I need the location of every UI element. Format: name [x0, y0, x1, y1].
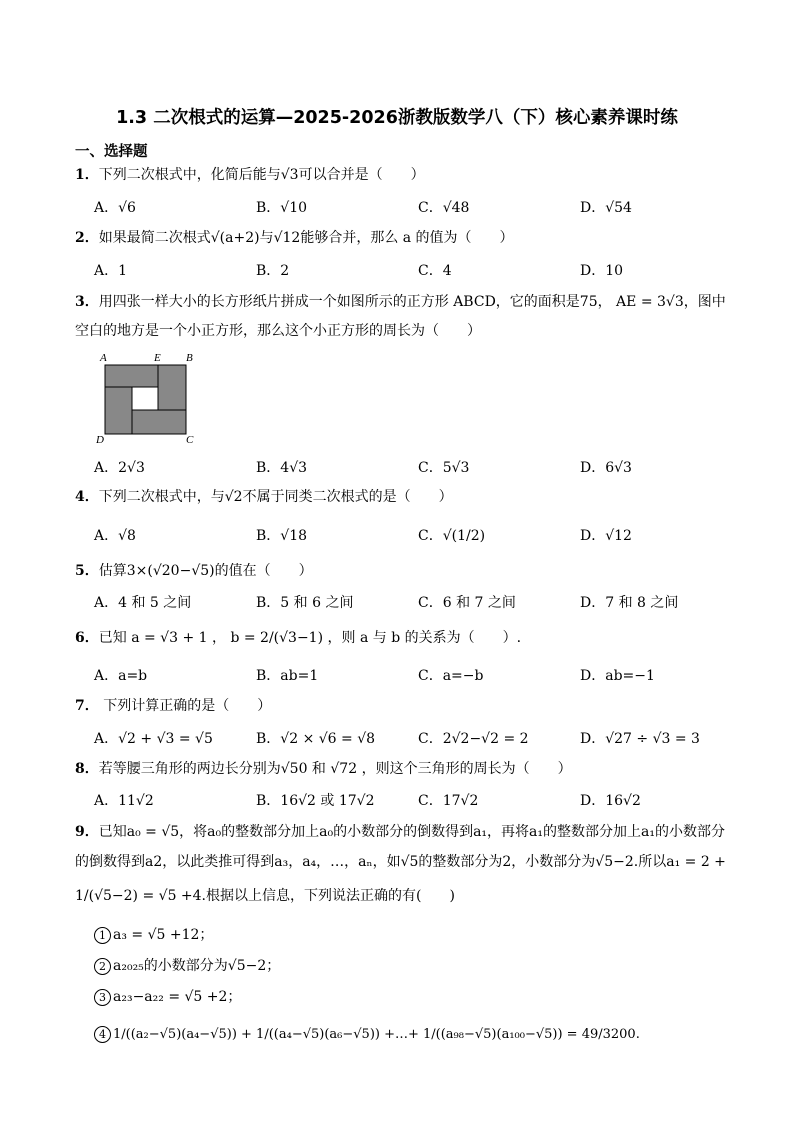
option-d: D．16√2 [580, 793, 641, 809]
question-number: 8． [75, 761, 99, 777]
question-9 [75, 822, 725, 842]
label-a: A [100, 352, 107, 364]
option-d: D．7 和 8 之间 [580, 595, 679, 611]
option-a: A．√8 [94, 528, 136, 544]
question-number: 9． [75, 824, 99, 840]
option-a: A．4 和 5 之间 [94, 595, 192, 611]
label-b: B [186, 352, 193, 364]
option-b: B．ab=1 [256, 668, 319, 684]
question-4 [75, 487, 453, 507]
option-d: D．√27 ÷ √3 = 3 [580, 731, 700, 747]
option-b: B．√18 [256, 528, 308, 544]
question-number: 2． [75, 230, 99, 246]
question-9-line-3: 1/(√5−2) = √5 +4.根据以上信息，下列说法正确的有( ) [75, 888, 455, 904]
option-c: C．5√3 [418, 460, 470, 476]
circled-number-3: 3 [94, 989, 111, 1006]
label-d: D [96, 434, 104, 444]
question-text: 已知 a = √3 + 1 ， b = 2/(√3−1) ，则 a 与 b 的关系为（ ）. [98, 630, 522, 646]
question-number: 5． [75, 563, 99, 579]
question-number: 3． [75, 294, 99, 310]
question-1 [75, 165, 425, 185]
option-b: B．√2 × √6 = √8 [256, 731, 376, 747]
question-text: 已知a₀ = √5，将a₀的整数部分加上a₀的小数部分的倒数得到a₁，再将a₁的整数部分加上a₁的小数部分 [98, 824, 725, 840]
label-e: E [154, 352, 161, 364]
question-3-line-2: 空白的地方是一个小正方形，那么这个小正方形的周长为（ ） [75, 323, 481, 339]
question-text: 下列二次根式中，化简后能与√3可以合并是（ ） [98, 167, 425, 183]
option-b: B．4√3 [256, 460, 308, 476]
statement-4: 4 1/((a₂−√5)(a₄−√5)) + 1/((a₄−√5)(a₆−√5)) +…+ 1/((a₉₈−√5)(a₁₀₀−√5)) = 49/3200. [94, 1025, 640, 1045]
option-b: B．2 [256, 263, 290, 279]
option-a: A．11√2 [94, 793, 154, 809]
option-c: C．√(1/2) [418, 528, 486, 544]
question-number: 1． [75, 167, 99, 183]
question-7 [75, 696, 271, 716]
option-c: C．4 [418, 263, 452, 279]
option-b: B．√10 [256, 200, 308, 216]
question-text: 若等腰三角形的两边长分别为√50 和 √72 ，则这个三角形的周长为（ ） [98, 761, 572, 777]
inner-square [132, 387, 158, 410]
statement-1: 1 a₃ = √5 +12； [94, 925, 213, 945]
option-d: D．√12 [580, 528, 632, 544]
question-text: 如果最简二次根式√(a+2)与√12能够合并，那么 a 的值为（ ） [98, 230, 514, 246]
question-6 [75, 628, 521, 648]
question-5 [75, 561, 313, 581]
page-title: 1.3 二次根式的运算—2025-2026浙教版数学八（下）核心素养课时练 [116, 108, 678, 128]
option-a: A．√6 [94, 200, 136, 216]
statement-3: 3 a₂₃−a₂₂ = √5 +2； [94, 987, 241, 1007]
section-heading: 一、选择题 [75, 144, 148, 160]
circled-number-1: 1 [94, 927, 111, 944]
option-c: C．6 和 7 之间 [418, 595, 516, 611]
option-c: C．a=−b [418, 668, 484, 684]
option-d: D．ab=−1 [580, 668, 655, 684]
question-number: 7． [75, 698, 99, 714]
question-9-line-2: 的倒数得到a2，以此类推可得到a₃，a₄，…，aₙ，如√5的整数部分为2，小数部分为√5−2.所以a₁ = 2 + [75, 854, 726, 870]
question-number: 6． [75, 630, 99, 646]
option-a: A．1 [94, 263, 128, 279]
circled-number-4: 4 [94, 1026, 111, 1043]
figure-svg [96, 352, 200, 444]
option-c: C．17√2 [418, 793, 479, 809]
question-text: 估算3×(√20−√5)的值在（ ） [98, 563, 313, 579]
option-a: A．√2 + √3 = √5 [94, 731, 213, 747]
label-c: C [186, 434, 194, 444]
option-c: C．√48 [418, 200, 470, 216]
square-figure [96, 352, 200, 444]
circled-number-2: 2 [94, 958, 111, 975]
question-2 [75, 228, 514, 248]
question-number: 4． [75, 489, 99, 505]
question-text: 下列二次根式中，与√2不属于同类二次根式的是（ ） [98, 489, 453, 505]
question-8 [75, 759, 572, 779]
option-b: B．16√2 或 17√2 [256, 793, 375, 809]
statement-2: 2 a₂₀₂₅的小数部分为√5−2； [94, 956, 280, 976]
option-d: D．√54 [580, 200, 632, 216]
question-3 [75, 292, 726, 312]
option-b: B．5 和 6 之间 [256, 595, 354, 611]
option-d: D．6√3 [580, 460, 632, 476]
option-c: C．2√2−√2 = 2 [418, 731, 529, 747]
question-text: 用四张一样大小的长方形纸片拼成一个如图所示的正方形 ABCD，它的面积是75， AE = 3√3，图中 [98, 294, 726, 310]
option-a: A．2√3 [94, 460, 145, 476]
option-a: A．a=b [94, 668, 148, 684]
option-d: D．10 [580, 263, 624, 279]
question-text: 下列计算正确的是（ ） [98, 698, 272, 714]
